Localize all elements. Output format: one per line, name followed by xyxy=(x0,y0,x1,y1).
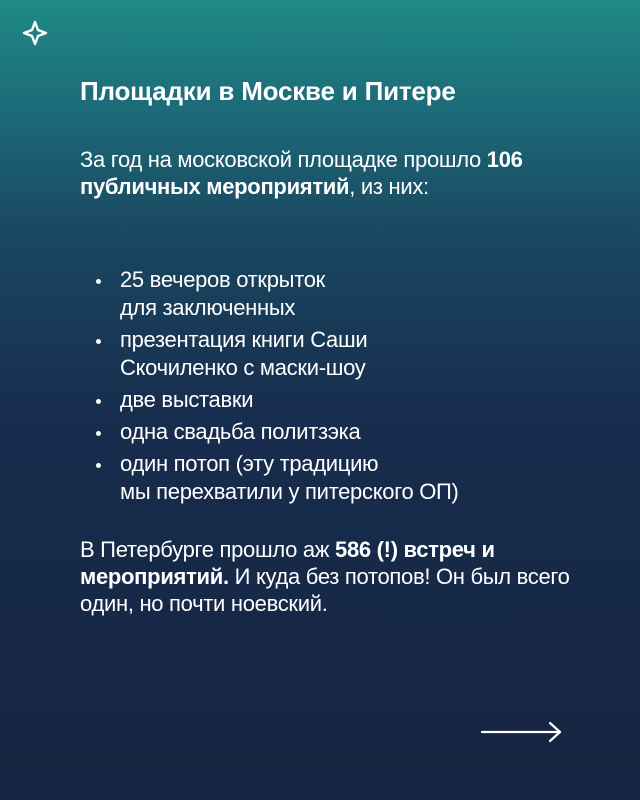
outro-text: В Петербурге прошло аж xyxy=(80,537,336,562)
intro-highlight: 106 публичных мероприятий xyxy=(80,147,523,199)
list-item xyxy=(96,266,616,322)
list-item-line: один потоп (эту традицию xyxy=(120,451,379,476)
intro-paragraph xyxy=(80,146,610,200)
list-item-line: для заключенных xyxy=(120,295,296,320)
list-item-line: две выставки xyxy=(120,387,254,412)
sparkle-logo-icon xyxy=(22,20,48,46)
list-item xyxy=(96,386,616,414)
list-item-line: мы перехватили у питерского ОП) xyxy=(120,479,459,504)
list-item-line: одна свадьба политзэка xyxy=(120,419,361,444)
outro-highlight: 586 (!) встреч и мероприятий. xyxy=(80,537,495,589)
list-item xyxy=(96,326,616,382)
intro-text-end: , из них: xyxy=(349,174,429,199)
list-item-line: 25 вечеров открыток xyxy=(120,267,325,292)
events-list xyxy=(96,266,616,510)
list-item-line: Скочиленко с маски-шоу xyxy=(120,355,366,380)
list-item-line: презентация книги Саши xyxy=(120,327,368,352)
outro-text-end: И куда без потопов! Он был всего один, но почти ноевский. xyxy=(80,564,570,616)
list-item xyxy=(96,450,616,506)
list-item xyxy=(96,418,616,446)
arrow-right-icon[interactable] xyxy=(480,720,564,744)
page-title: Площадки в Москве и Питере xyxy=(80,76,456,106)
intro-text: За год на московской площадке прошло xyxy=(80,147,487,172)
outro-paragraph xyxy=(80,536,610,617)
